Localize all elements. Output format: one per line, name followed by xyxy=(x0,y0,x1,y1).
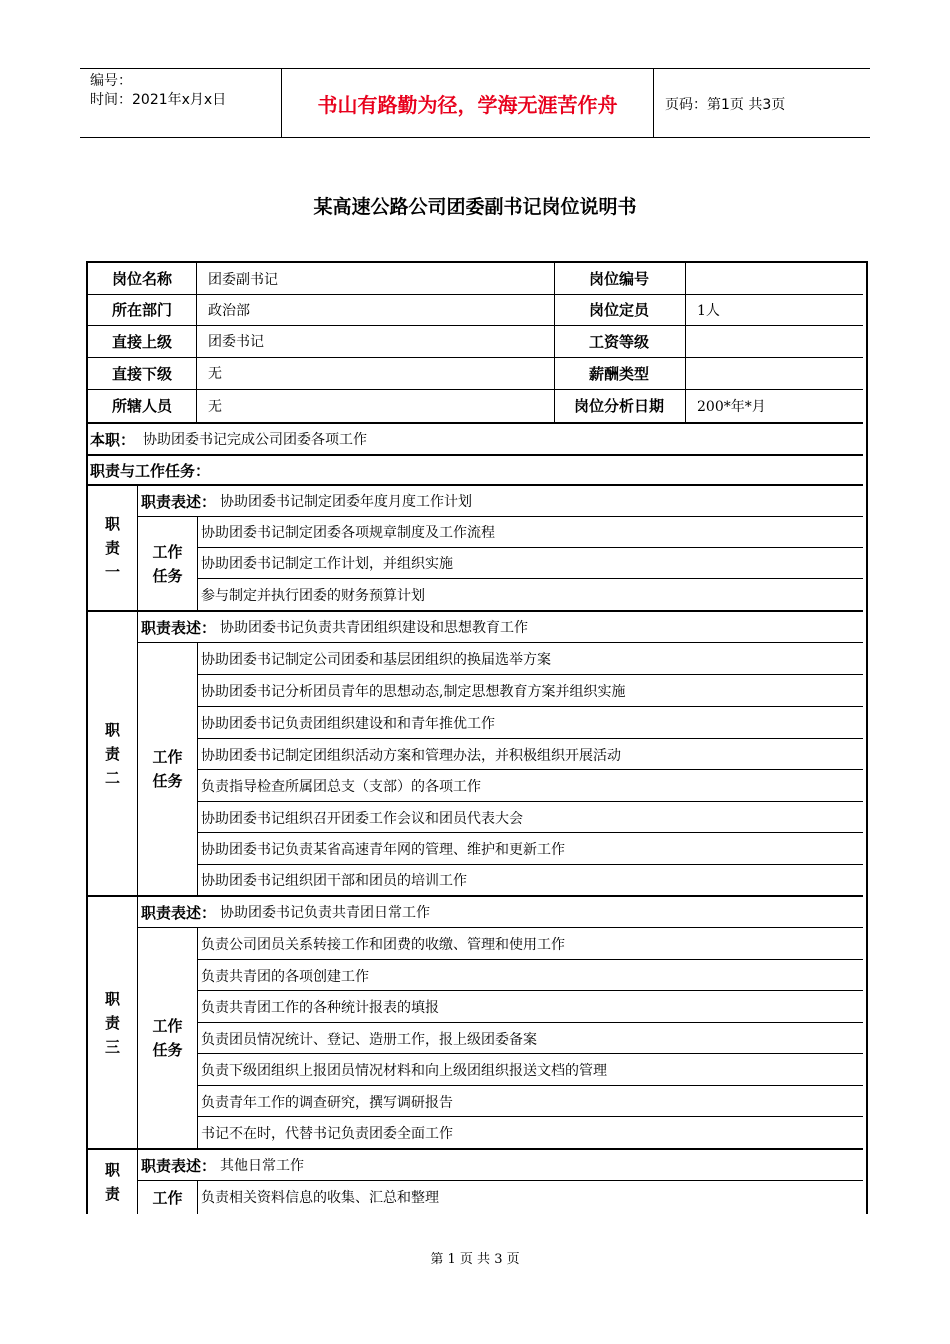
task-item: 协助团委书记组织召开团委工作会议和团员代表大会 xyxy=(201,810,523,827)
info-label: 直接下级 xyxy=(111,364,172,383)
info-label: 所在部门 xyxy=(111,301,172,319)
duties-heading: 职责与工作任务： xyxy=(90,461,211,480)
duties-heading-row xyxy=(88,456,863,484)
task-item: 协助团委书记组织团干部和团员的培训工作 xyxy=(201,873,467,889)
task-item: 负责团员情况统计、登记、造册工作，报上级团委备案 xyxy=(201,1031,537,1048)
task-item: 负责共青团的各项创建工作 xyxy=(201,968,369,985)
task-item: 协助团委书记负责团组织建设和和青年推优工作 xyxy=(201,715,495,732)
summary-row xyxy=(88,424,863,454)
info-label: 所辖人员 xyxy=(111,397,172,415)
duty-3-task-label: 工作 任务 xyxy=(152,1017,183,1059)
info-label: 直接上级 xyxy=(111,332,172,351)
info-value xyxy=(685,263,863,294)
info-value: 1人 xyxy=(697,302,720,319)
info-label: 岗位编号 xyxy=(588,270,649,288)
task-item: 书记不在时，代替书记负责团委全面工作 xyxy=(201,1125,453,1142)
info-label: 岗位名称 xyxy=(111,270,172,288)
summary-text: 协助团委书记完成公司团委各项工作 xyxy=(143,432,368,448)
page-footer: 第 1 页 共 3 页 xyxy=(430,1252,520,1267)
slogan: 书山有路勤为径，学海无涯苦作舟 xyxy=(281,69,654,137)
duty-statement-label: 职责表述： xyxy=(141,492,217,511)
task-item: 负责共青团工作的各种统计报表的填报 xyxy=(201,999,439,1016)
task-item: 协助团委书记分析团员青年的思想动态,制定思想教育方案并组织实施 xyxy=(201,683,626,700)
duty-statement: 协助团委书记制定团委年度月度工作计划 xyxy=(220,494,473,510)
duty-statement-label: 职责表述： xyxy=(141,1156,217,1175)
duty-statement-label: 职责表述： xyxy=(141,903,217,922)
task-item: 协助团委书记负责某省高速青年网的管理、维护和更新工作 xyxy=(201,841,565,858)
page-title: 某高速公路公司团委副书记岗位说明书 xyxy=(313,196,637,218)
duty-1-statement-row xyxy=(138,486,863,516)
number-label: 编号： xyxy=(90,73,132,89)
duty-statement: 协助团委书记负责共青团日常工作 xyxy=(220,905,431,921)
duty-3-statement-row xyxy=(138,897,863,927)
duty-4-statement-row xyxy=(138,1150,863,1180)
duty-2-statement-row xyxy=(138,612,863,642)
duty-statement: 协助团委书记负责共青团组织建设和思想教育工作 xyxy=(220,620,529,636)
task-item: 协助团委书记制定工作计划，并组织实施 xyxy=(201,556,453,572)
task-item: 协助团委书记制定团委各项规章制度及工作流程 xyxy=(201,525,495,541)
task-item: 负责下级团组织上报团员情况材料和向上级团组织报送文档的管理 xyxy=(201,1062,607,1079)
duty-1-task-label: 工作 任务 xyxy=(152,542,183,585)
task-item: 负责青年工作的调查研究，撰写调研报告 xyxy=(201,1094,453,1111)
info-value: 团委书记 xyxy=(208,334,264,350)
info-value: 200*年*月 xyxy=(697,398,766,415)
page-label: 页码：第1页 共3页 xyxy=(665,97,786,113)
task-item: 负责公司团员关系转接工作和团费的收缴、管理和使用工作 xyxy=(201,936,565,953)
info-value: 政治部 xyxy=(208,302,250,319)
duty-4-task-label: 工作 xyxy=(152,1188,183,1207)
info-value: 无 xyxy=(208,366,222,382)
info-label: 工资等级 xyxy=(588,332,649,351)
task-item: 负责相关资料信息的收集、汇总和整理 xyxy=(201,1189,439,1206)
time-label: 时间：2021年x月x日 xyxy=(90,92,227,108)
duty-2-task-label: 工作 任务 xyxy=(152,748,183,790)
job-description-table xyxy=(86,261,868,1214)
task-item: 协助团委书记制定公司团委和基层团组织的换届选举方案 xyxy=(201,651,551,668)
info-value xyxy=(685,325,863,357)
task-item: 协助团委书记制定团组织活动方案和管理办法，并积极组织开展活动 xyxy=(201,747,621,764)
duty-statement: 其他日常工作 xyxy=(220,1158,305,1174)
duty-statement-label: 职责表述： xyxy=(141,618,217,637)
summary-label: 本职： xyxy=(90,430,136,449)
info-value xyxy=(685,357,863,389)
info-label: 薪酬类型 xyxy=(588,364,649,383)
duty-3-label: 职 责 三 xyxy=(104,989,120,1056)
task-item: 负责指导检查所属团总支（支部）的各项工作 xyxy=(201,778,481,795)
duty-1-label: 职 责 一 xyxy=(104,515,120,581)
duty-2-label: 职 责 二 xyxy=(104,720,120,787)
info-value: 无 xyxy=(208,398,222,415)
header-meta xyxy=(80,69,281,137)
info-value: 团委副书记 xyxy=(208,271,278,288)
duty-4-label: 职 责 xyxy=(104,1161,120,1203)
document-header xyxy=(80,68,870,138)
info-label: 岗位定员 xyxy=(588,301,649,319)
task-item: 参与制定并执行团委的财务预算计划 xyxy=(201,587,425,604)
info-label: 岗位分析日期 xyxy=(573,397,664,415)
